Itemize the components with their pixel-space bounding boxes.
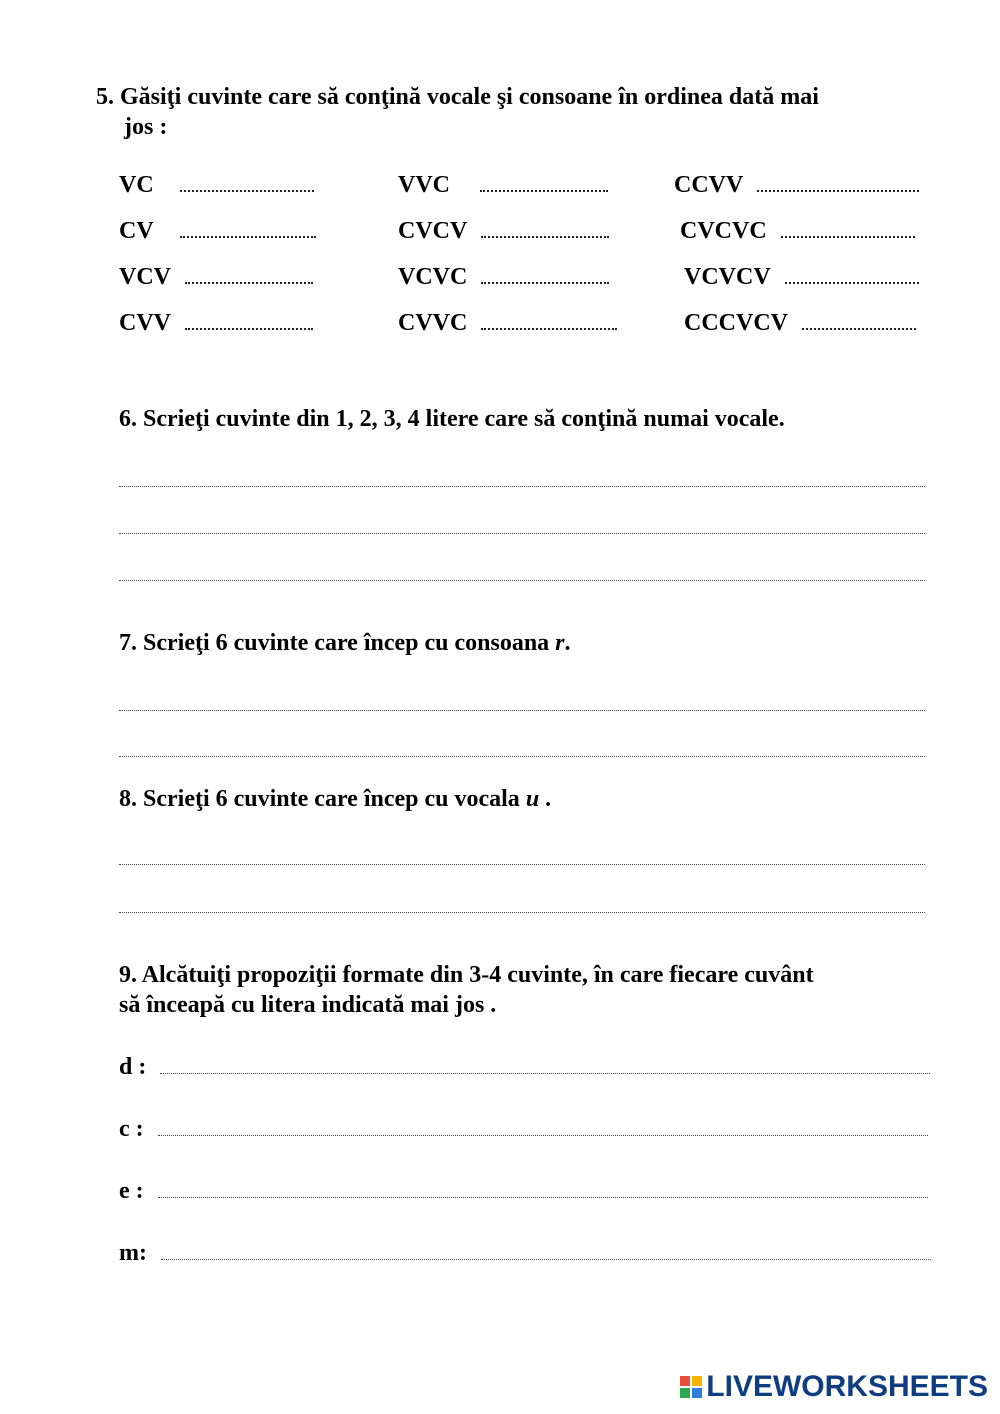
q9-letter-label: d : [119, 1054, 147, 1080]
answer-dots [160, 1072, 930, 1074]
q5-pattern: CVVC [398, 310, 468, 336]
answer-dots [185, 327, 313, 330]
q7-letter: r [555, 630, 565, 656]
q5-cell-1-2[interactable] [398, 172, 608, 199]
q8-letter: u [525, 786, 540, 812]
answer-dots [785, 281, 919, 284]
answer-dots [481, 327, 617, 330]
q9-letter-label: m: [119, 1240, 147, 1266]
q5-cell-2-2[interactable] [398, 218, 609, 245]
q9-letter-label: c : [119, 1116, 144, 1142]
answer-dots [802, 327, 916, 330]
q5-cell-2-3[interactable] [680, 218, 915, 245]
answer-dots [158, 1196, 928, 1198]
q5-cell-2-1[interactable] [119, 218, 316, 245]
q7-answer-line-1[interactable] [119, 686, 925, 711]
q5-cell-1-1[interactable] [119, 172, 314, 199]
answer-dots [180, 235, 316, 238]
answer-dots [180, 189, 314, 192]
q9-letter-label: e : [119, 1178, 144, 1204]
logo-mark-icon [680, 1376, 702, 1398]
q7-answer-line-2[interactable] [119, 732, 925, 757]
q8-prompt-text: 8. Scrieţi 6 cuvinte care încep cu vocala [119, 786, 526, 812]
q5-cell-4-3[interactable] [684, 310, 916, 337]
q7-prompt-text: 7. Scrieţi 6 cuvinte care încep cu consoana [119, 630, 556, 656]
q9-line-m[interactable] [119, 1240, 931, 1267]
q5-pattern: VCVCV [684, 264, 771, 290]
q7-prompt-end: . [564, 630, 571, 656]
q5-pattern: VC [119, 172, 154, 198]
q8-prompt-end: . [539, 786, 552, 812]
q5-cell-4-1[interactable] [119, 310, 313, 337]
q5-cell-3-2[interactable] [398, 264, 609, 291]
q6-answer-line-2[interactable] [119, 509, 925, 534]
q9-prompt-line2: să înceapă cu litera indicată mai jos . [119, 992, 497, 1018]
q9-line-d[interactable] [119, 1054, 930, 1081]
q6-answer-line-1[interactable] [119, 462, 925, 487]
answer-dots [781, 235, 915, 238]
q5-cell-1-3[interactable] [674, 172, 919, 199]
answer-dots [481, 235, 609, 238]
q8-answer-line-1[interactable] [119, 840, 925, 865]
q5-prompt-line1: 5. Găsiţi cuvinte care să conţină vocale şi consoane în ordinea dată mai [96, 84, 819, 110]
q5-cell-3-3[interactable] [684, 264, 919, 291]
q9-line-c[interactable] [119, 1116, 928, 1143]
q5-pattern: CCVV [674, 172, 744, 198]
q6-prompt: 6. Scrieţi cuvinte din 1, 2, 3, 4 litere care să conţină numai vocale. [119, 406, 785, 432]
q5-pattern: VVC [398, 172, 450, 198]
answer-dots [161, 1258, 931, 1260]
q5-pattern: CVV [119, 310, 171, 336]
answer-dots [480, 189, 608, 192]
q7-prompt [119, 628, 571, 658]
answer-dots [757, 189, 919, 192]
q5-pattern: CVCVC [680, 218, 767, 244]
answer-dots [158, 1134, 928, 1136]
q8-prompt [119, 784, 551, 814]
answer-dots [185, 281, 313, 284]
answer-dots [481, 281, 609, 284]
q5-pattern: CVCV [398, 218, 468, 244]
q5-cell-3-1[interactable] [119, 264, 313, 291]
q8-answer-line-2[interactable] [119, 888, 925, 913]
q5-prompt-line2: jos : [124, 114, 168, 140]
q5-pattern: CCCVCV [684, 310, 788, 336]
q5-prompt [96, 82, 956, 142]
q5-pattern: CV [119, 218, 154, 244]
q5-cell-4-2[interactable] [398, 310, 617, 337]
q6-answer-line-3[interactable] [119, 556, 925, 581]
q5-pattern: VCV [119, 264, 171, 290]
q5-pattern: VCVC [398, 264, 468, 290]
q9-prompt-line1: 9. Alcătuiţi propoziţii formate din 3-4 cuvinte, în care fiecare cuvânt [119, 962, 814, 988]
q9-prompt [119, 960, 949, 1020]
liveworksheets-logo[interactable] [680, 1370, 988, 1404]
q9-line-e[interactable] [119, 1178, 928, 1205]
logo-text: LIVEWORKSHEETS [706, 1370, 988, 1403]
